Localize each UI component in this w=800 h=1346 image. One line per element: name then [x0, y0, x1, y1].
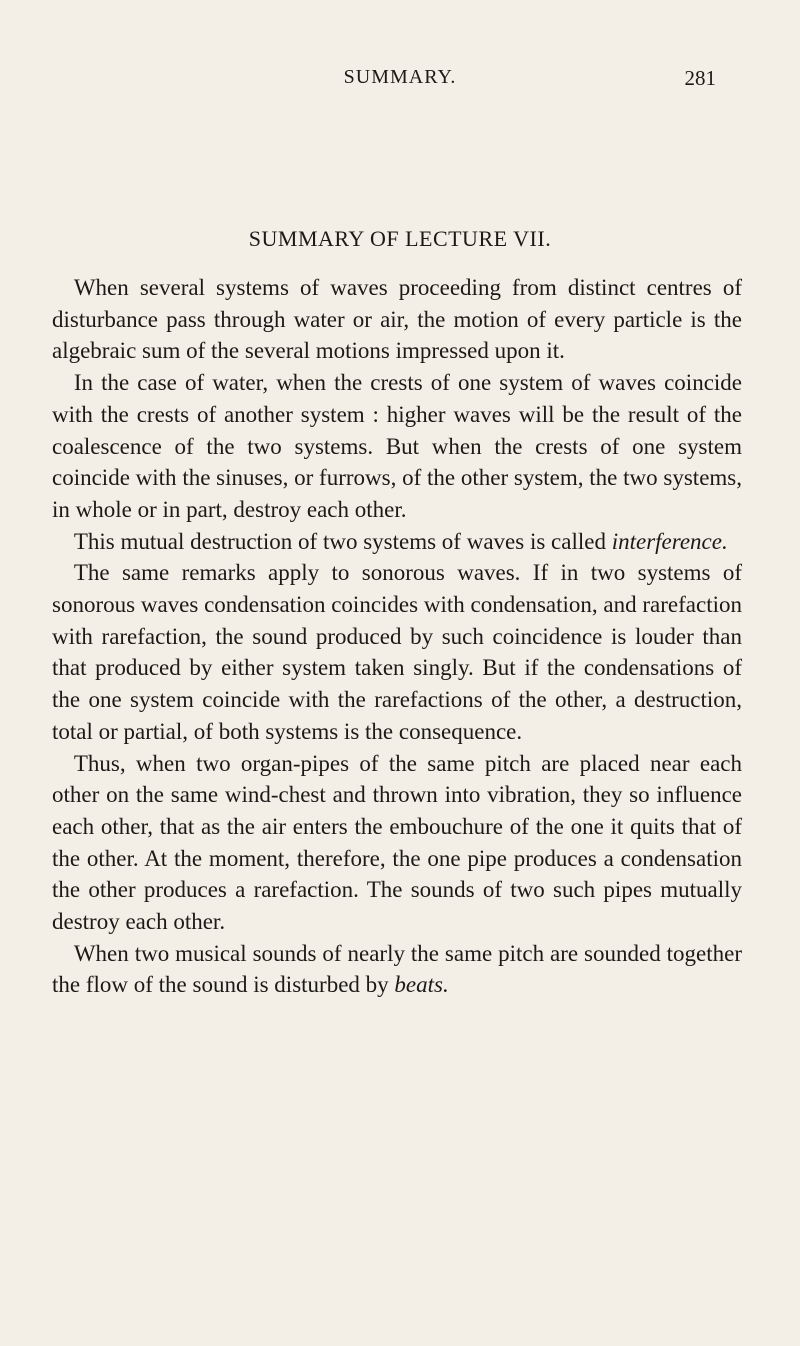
paragraph-3 — [52, 526, 742, 558]
running-head — [0, 66, 800, 96]
page-number: 281 — [684, 66, 716, 90]
summary-body — [52, 272, 742, 1001]
paragraph-6-text: When two musical sounds of nearly the same pitch are sounded together the flow of the sound is disturbed by — [52, 940, 742, 998]
paragraph-5: Thus, when two organ-pipes of the same pitch are placed near each other on the same wind-chest and thrown into vibration, they so influence each other, that as the air enters the embouchure of the one it quits that of the other. At the moment, therefore, the one pipe produces a condensation the other produces a rarefaction. The sounds of two such pipes mutually destroy each other. — [52, 750, 742, 935]
section-heading: SUMMARY OF LECTURE VII. — [248, 226, 552, 251]
paragraph-3-text: This mutual destruction of two systems of waves is called — [73, 528, 612, 554]
paragraph-1: When several systems of waves proceeding from distinct centres of disturbance pass through water or air, the motion of every particle is the algebraic sum of the several motions impressed upon it. — [52, 275, 742, 364]
paragraph-4: The same remarks apply to sonorous waves. If in two systems of sonorous waves condensation coincides with condensation, and rarefaction with rarefaction, the sound produced by such coincidence is louder than that produced by either system taken singly. But if the condensations of the one system coincide with the rarefactions of the other, a destruction, total or partial, of both systems is the consequence. — [52, 560, 742, 744]
paragraph-6 — [52, 938, 742, 1001]
paragraph-6-emphasis: beats. — [394, 972, 449, 998]
paragraph-3-emphasis: interference. — [611, 528, 728, 554]
paragraph-2: In the case of water, when the crests of one system of waves coincide with the crests of another system : higher waves will be the result of the coalescence of the two systems. But when the crests of one system coincide with the sinuses, or furrows, of the other system, the two systems, in whole or in part, destroy each other. — [52, 370, 742, 522]
running-title: SUMMARY. — [343, 66, 457, 88]
